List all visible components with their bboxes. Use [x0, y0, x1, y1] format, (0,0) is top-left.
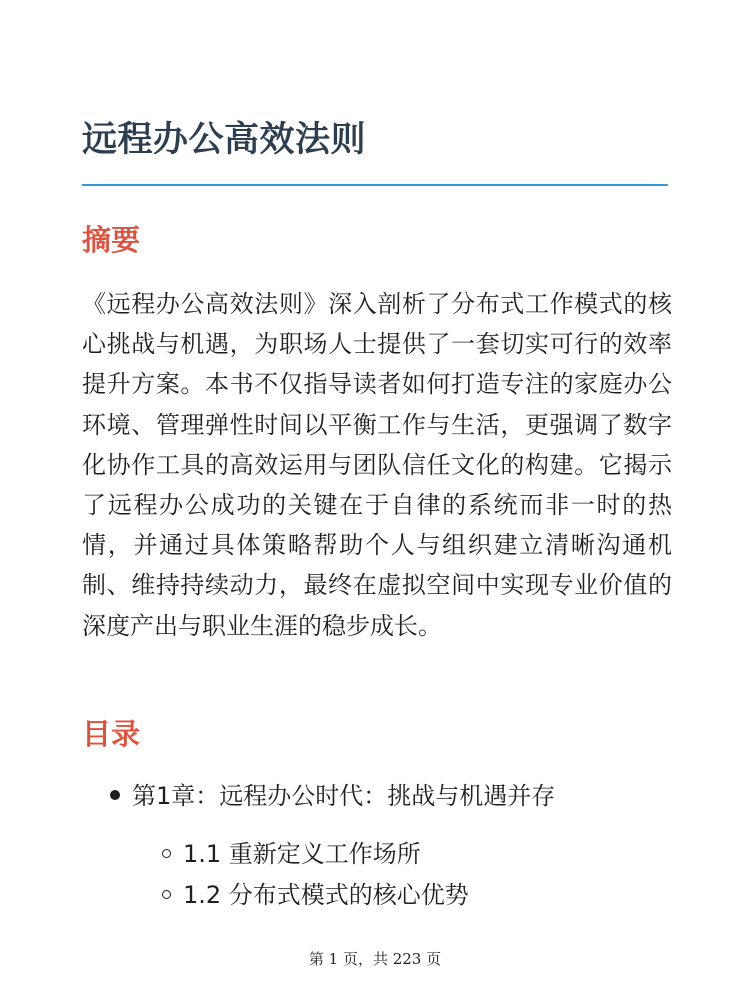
bullet-dot-icon [110, 790, 120, 800]
bullet-circle-icon [162, 849, 171, 858]
toc-section-label: 1.1 重新定义工作场所 [183, 840, 421, 868]
toc-section-item[interactable] [162, 877, 469, 913]
page-footer: 第 1 页，共 223 页 [308, 950, 442, 968]
bullet-circle-icon [162, 890, 171, 899]
abstract-paragraph: 《远程办公高效法则》深入剖析了分布式工作模式的核心挑战与机遇，为职场人士提供了一套切实可行的效率提升方案。本书不仅指导读者如何打造专注的家庭办公环境、管理弹性时间以平衡工作与生活，更强调了数字化协作工具的高效运用与团队信任文化的构建。它揭示了远程办公成功的关键在于自律的系统而非一时的热情，并通过具体策略帮助个人与组织建立清晰沟通机制、维持持续动力，最终在虚拟空间中实现专业价值的深度产出与职业生涯的稳步成长。 [82, 290, 672, 640]
document-title: 远程办公高效法则 [82, 120, 367, 160]
toc-chapter-label: 第1章：远程办公时代：挑战与机遇并存 [132, 782, 556, 810]
toc-section-item[interactable] [162, 836, 421, 872]
toc-section-label: 1.2 分布式模式的核心优势 [183, 881, 469, 909]
abstract-heading: 摘要 [82, 223, 141, 257]
toc-chapter-item[interactable] [110, 778, 555, 814]
title-divider [82, 184, 668, 186]
toc-heading: 目录 [82, 717, 141, 751]
